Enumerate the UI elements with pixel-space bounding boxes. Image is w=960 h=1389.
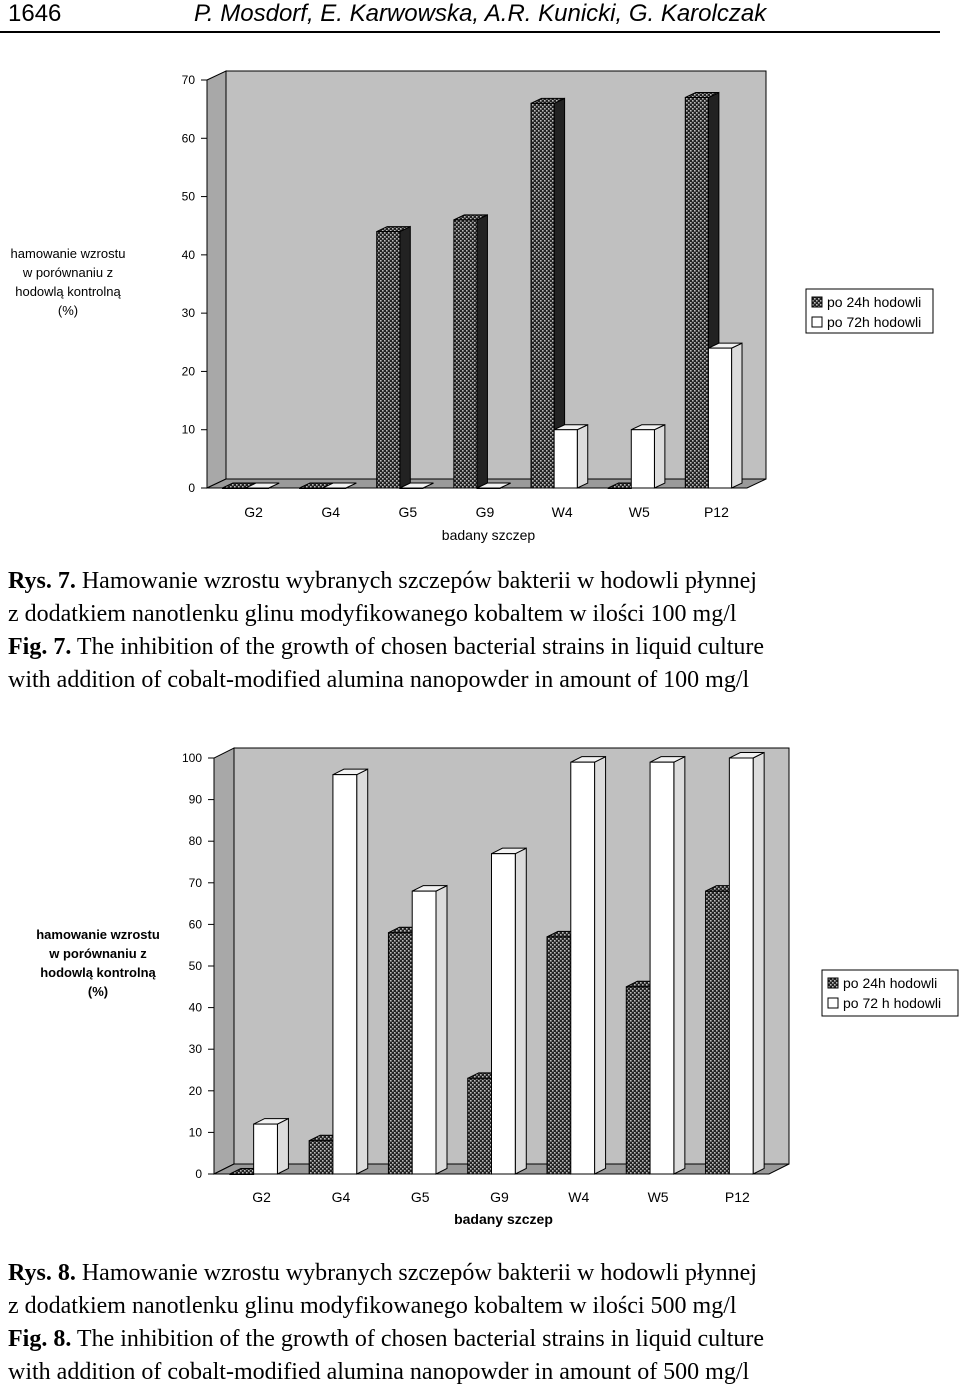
legend-entry: po 72h hodowli: [827, 314, 922, 330]
caption-line: [8, 1257, 953, 1290]
y-tick-label: 70: [181, 73, 195, 87]
x-tick-label: G9: [490, 1189, 509, 1205]
caption-line: [8, 1323, 953, 1356]
bar-72h: [492, 848, 527, 1174]
page-header: [0, 0, 960, 34]
legend-swatch-24h: [812, 297, 822, 307]
x-axis-label: badany szczep: [454, 1211, 553, 1227]
figure-7-caption: [8, 565, 953, 697]
bar-72h: [254, 1119, 289, 1174]
y-tick-label: 60: [188, 917, 202, 932]
bar-front: [300, 488, 323, 489]
caption-line: with addition of cobalt-modified alumina nanopowder in amount of 100 mg/l: [8, 667, 750, 693]
bar-72h: [554, 425, 588, 488]
legend-entry: po 72 h hodowli: [843, 995, 942, 1011]
legend-swatch-72h: [828, 998, 838, 1008]
caption-label: Fig. 8.: [8, 1326, 72, 1352]
x-axis-label: badany szczep: [441, 527, 536, 543]
legend: [806, 289, 933, 333]
bar-front: [477, 488, 500, 489]
y-tick-label: 40: [188, 1000, 202, 1015]
y-axis-label: w porównaniu z: [22, 265, 114, 280]
figure-8-chart: [0, 730, 960, 1250]
bar-front: [708, 348, 731, 488]
bar-front: [333, 775, 357, 1174]
caption-label: Rys. 8.: [8, 1260, 76, 1286]
caption-label: Rys. 7.: [8, 568, 76, 594]
y-tick-label: 10: [181, 422, 195, 437]
x-tick-label: W4: [551, 504, 573, 520]
y-tick-label: 90: [188, 792, 202, 807]
bar-72h: [631, 425, 665, 488]
x-tick-label: G2: [252, 1189, 271, 1205]
x-tick-label: G4: [331, 1189, 351, 1205]
bar-side: [654, 425, 664, 488]
y-tick-label: 0: [195, 1167, 202, 1181]
x-tick-label: P12: [703, 504, 729, 520]
legend: [822, 970, 958, 1016]
side-wall: [214, 748, 234, 1174]
bar-side: [477, 215, 487, 488]
caption-text: The inhibition of the growth of chosen bacterial strains in liquid culture: [76, 634, 765, 660]
side-wall: [207, 71, 226, 488]
bar-side: [515, 848, 526, 1174]
legend-swatch-24h: [828, 978, 838, 988]
figure-7-chart: [0, 40, 960, 560]
bar-72h: [571, 757, 606, 1174]
bar-front: [468, 1078, 492, 1174]
bar-24h: [377, 227, 411, 488]
y-tick-label: 20: [188, 1083, 202, 1098]
bar-front: [323, 488, 346, 489]
y-tick-label: 70: [188, 875, 202, 890]
bar-front: [650, 762, 674, 1174]
x-tick-label: W5: [647, 1189, 669, 1205]
y-axis-label: (%): [87, 984, 109, 999]
caption-text: Hamowanie wzrostu wybranych szczepów bakterii w hodowli płynnej: [81, 568, 757, 594]
bar-front: [454, 220, 477, 488]
bar-24h: [454, 215, 488, 488]
bar-72h: [333, 769, 368, 1174]
bar-72h: [708, 343, 742, 488]
bar-side: [595, 757, 606, 1174]
running-head-authors: P. Mosdorf, E. Karwowska, A.R. Kunicki, G. Karolczak: [194, 0, 767, 27]
caption-line: [8, 565, 953, 598]
bar-72h: [650, 757, 685, 1174]
bar-front: [388, 933, 412, 1174]
y-tick-label: 10: [188, 1125, 202, 1140]
caption-line: z dodatkiem nanotlenku glinu modyfikowanego kobaltem w ilości 100 mg/l: [8, 601, 737, 627]
bar-front: [608, 488, 631, 489]
x-tick-label: G4: [321, 504, 341, 520]
bar-front: [631, 430, 654, 488]
caption-label: Fig. 7.: [8, 634, 72, 660]
bar-side: [400, 227, 410, 488]
bar-front: [377, 232, 400, 488]
legend-entry: po 24h hodowli: [843, 975, 938, 991]
bar-front: [230, 1174, 254, 1175]
bar-side: [674, 757, 685, 1174]
bar-front: [222, 488, 245, 489]
y-axis-label: (%): [57, 303, 79, 318]
bar-front: [309, 1141, 333, 1174]
caption-line: [8, 631, 953, 664]
header-rule: [0, 31, 940, 33]
y-tick-label: 80: [188, 834, 202, 849]
y-axis-label: hodowlą kontrolną: [15, 284, 121, 299]
x-tick-label: G5: [410, 1189, 430, 1205]
caption-text: The inhibition of the growth of chosen bacterial strains in liquid culture: [76, 1326, 765, 1352]
y-tick-label: 100: [181, 751, 202, 765]
y-tick-label: 50: [188, 959, 202, 973]
bar-front: [246, 488, 269, 489]
x-tick-label: W5: [628, 504, 650, 520]
y-tick-label: 0: [188, 481, 195, 495]
bar-72h: [729, 753, 764, 1175]
bar-side: [357, 769, 368, 1174]
bar-side: [732, 343, 742, 488]
bar-side: [577, 425, 587, 488]
x-tick-label: P12: [724, 1189, 750, 1205]
bar-front: [412, 891, 436, 1174]
y-axis-label: w porównaniu z: [49, 946, 147, 961]
bar-front: [554, 430, 577, 488]
bar-side: [436, 886, 447, 1174]
legend-swatch-72h: [812, 317, 822, 327]
y-tick-label: 30: [181, 306, 195, 321]
caption-line: with addition of cobalt-modified alumina nanopowder in amount of 500 mg/l: [8, 1359, 750, 1385]
y-tick-label: 30: [188, 1042, 202, 1057]
bar-front: [706, 891, 730, 1174]
y-tick-label: 50: [181, 189, 195, 204]
caption-text: Hamowanie wzrostu wybranych szczepów bakterii w hodowli płynnej: [81, 1260, 757, 1286]
bar-side: [277, 1119, 288, 1174]
bar-front: [400, 488, 423, 489]
bar-front: [729, 758, 753, 1174]
x-tick-label: W4: [568, 1189, 590, 1205]
y-axis-label: hodowlą kontrolną: [40, 965, 156, 980]
legend-entry: po 24h hodowli: [827, 294, 922, 310]
bar-side: [753, 753, 764, 1175]
page-number: 1646: [8, 0, 62, 27]
bar-front: [531, 103, 554, 488]
y-tick-label: 20: [181, 364, 195, 379]
y-axis-label: hamowanie wzrostu: [10, 246, 126, 261]
y-axis-label: hamowanie wzrostu: [36, 927, 160, 942]
x-tick-label: G9: [475, 504, 495, 520]
bar-front: [492, 854, 516, 1174]
y-tick-label: 60: [181, 131, 195, 146]
bar-front: [254, 1124, 278, 1174]
bar-72h: [412, 886, 447, 1174]
bar-front: [571, 762, 595, 1174]
bar-front: [626, 987, 650, 1174]
figure-8-caption: [8, 1257, 953, 1389]
y-tick-label: 40: [181, 247, 195, 262]
bar-front: [685, 97, 708, 488]
bar-front: [547, 937, 571, 1174]
x-tick-label: G2: [244, 504, 263, 520]
x-tick-label: G5: [398, 504, 418, 520]
caption-line: z dodatkiem nanotlenku glinu modyfikowanego kobaltem w ilości 500 mg/l: [8, 1293, 737, 1319]
